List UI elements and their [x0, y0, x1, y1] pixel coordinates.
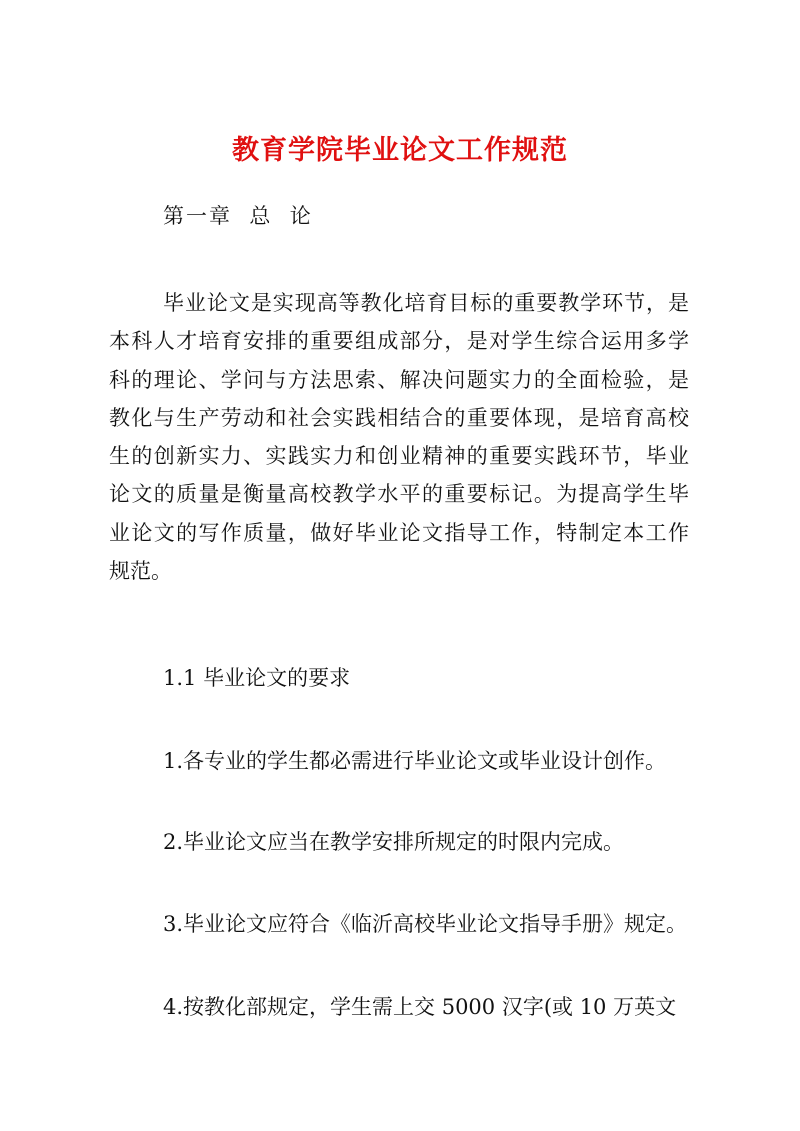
requirement-item-3: 3.毕业论文应符合《临沂高校毕业论文指导手册》规定。: [163, 912, 688, 936]
requirement-item-1: 1.各专业的学生都必需进行毕业论文或毕业设计创作。: [163, 749, 667, 773]
requirement-item-4: 4.按教化部规定，学生需上交 5000 汉字(或 10 万英文: [163, 995, 677, 1019]
requirement-item-2: 2.毕业论文应当在教学安排所规定的时限内完成。: [163, 830, 625, 854]
paragraph-line: 规范。: [109, 559, 172, 584]
paragraph-line: 论文的质量是衡量高校教学水平的重要标记。为提高学生毕: [109, 482, 689, 507]
paragraph-line: 科的理论、学问与方法思索、解决问题实力的全面检验，是: [109, 367, 689, 392]
paragraph-line: 本科人才培育安排的重要组成部分，是对学生综合运用多学: [109, 329, 689, 354]
section-heading: 1.1 毕业论文的要求: [163, 666, 351, 690]
paragraph-line: 生的创新实力、实践实力和创业精神的重要实践环节，毕业: [109, 444, 689, 469]
paragraph-line: 教化与生产劳动和社会实践相结合的重要体现，是培育高校: [109, 405, 689, 430]
document-title: 教育学院毕业论文工作规范: [232, 135, 568, 166]
paragraph-line: 毕业论文是实现高等教化培育目标的重要教学环节，是: [163, 291, 689, 315]
paragraph-line: 业论文的写作质量，做好毕业论文指导工作，特制定本工作: [109, 520, 689, 545]
chapter-heading: 第一章 总 论: [163, 204, 313, 228]
intro-paragraph: [109, 284, 689, 590]
